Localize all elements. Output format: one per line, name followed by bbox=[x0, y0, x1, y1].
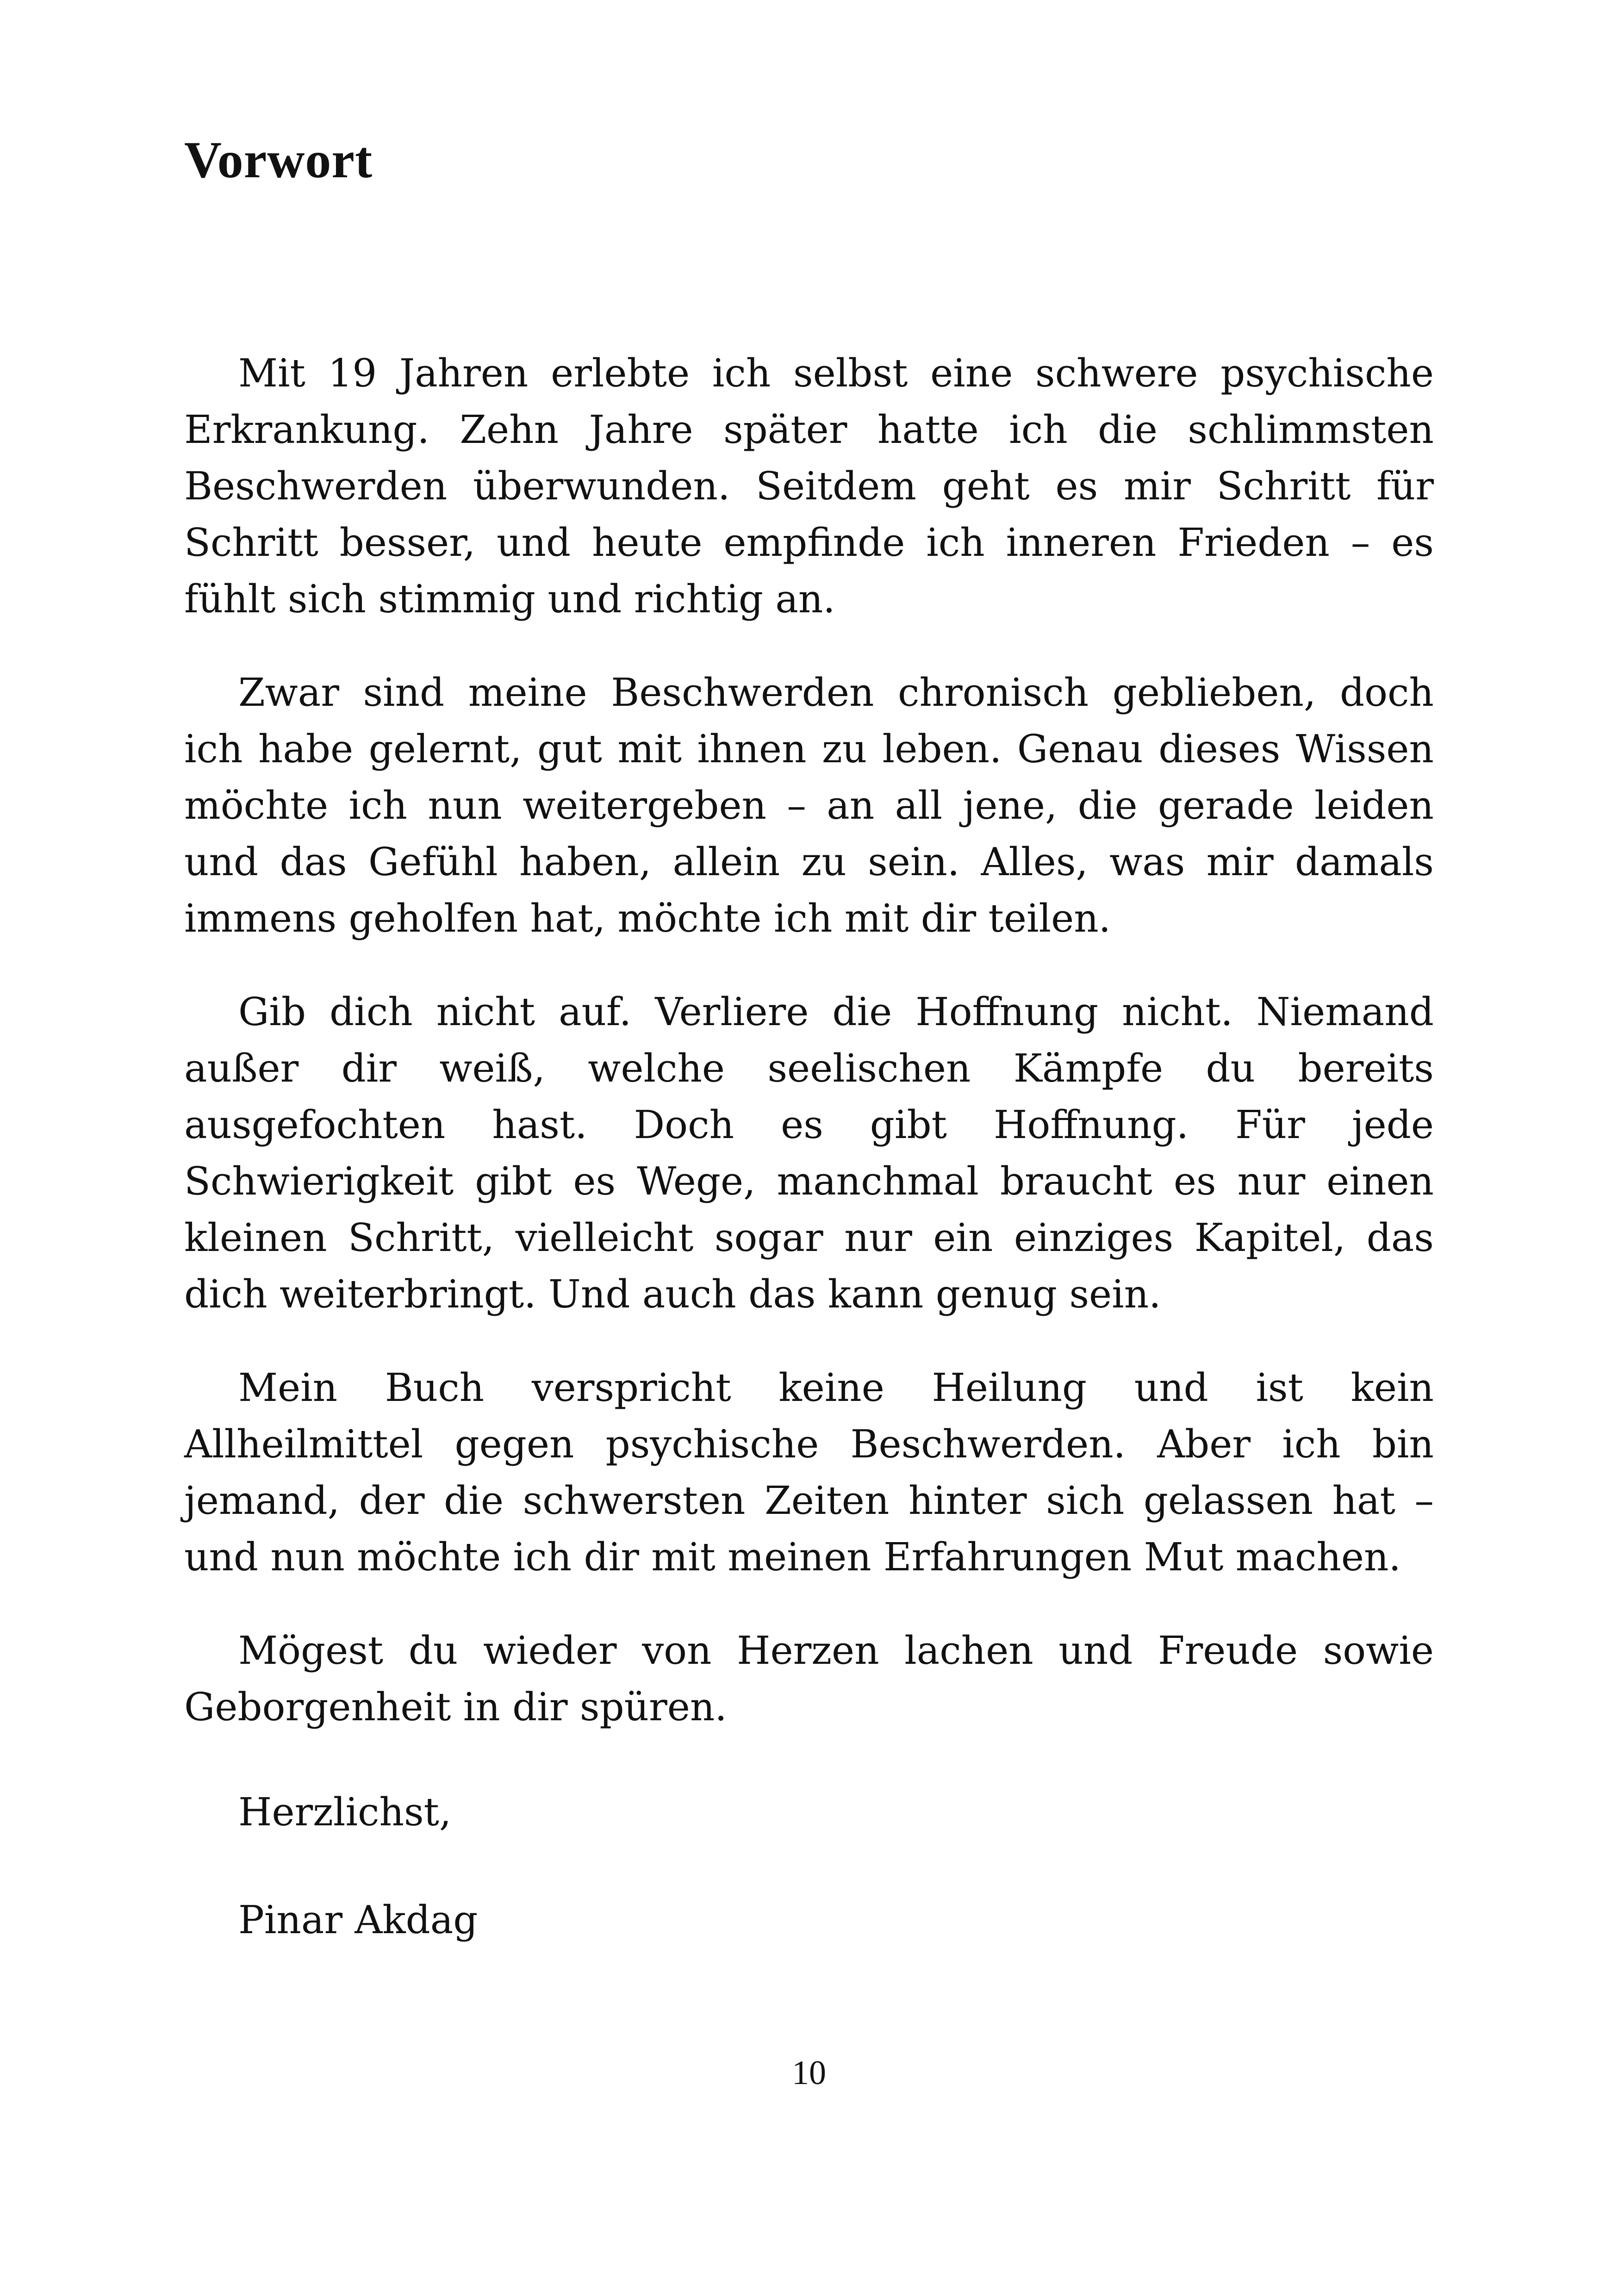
paragraph-1: Mit 19 Jahren erlebte ich selbst eine schwere psychische Erkrankung. Zehn Jahre später hatte ich die schlimmsten Beschwerden überwunden. Seitdem geht es mir Schritt für Schritt besser, und heute empfinde ich inneren Frieden – es fühlt sich stimmig und richtig an. bbox=[184, 351, 1434, 622]
closing-greeting: Herzlichst, bbox=[238, 1790, 452, 1835]
paragraph-5: Mögest du wieder von Herzen lachen und Freude sowie Geborgenheit in dir spüren. bbox=[184, 1628, 1434, 1730]
closing-block bbox=[238, 1784, 478, 2000]
page-title: Vorwort bbox=[184, 131, 373, 189]
page-number: 10 bbox=[792, 2054, 826, 2092]
paragraph-2: Zwar sind meine Beschwerden chronisch geblieben, doch ich habe gelernt, gut mit ihnen zu leben. Genau dieses Wissen möchte ich nun weitergeben – an all jene, die gerade leiden und das Gefühl haben, allein zu sein. Alles, was mir damals immens geholfen hat, möchte ich mit dir teilen. bbox=[184, 670, 1434, 941]
paragraph-3: Gib dich nicht auf. Verliere die Hoffnung nicht. Niemand außer dir weiß, welche seelischen Kämpfe du bereits ausgefochten hast. Doch es gibt Hoffnung. Für jede Schwierigkeit gibt es Wege, manchmal braucht es nur einen kleinen Schritt, vielleicht sogar nur ein einziges Kapitel, das dich weiterbringt. Und auch das kann genug sein. bbox=[184, 989, 1434, 1317]
signature: Pinar Akdag bbox=[238, 1898, 478, 1942]
body-text bbox=[184, 345, 1434, 1773]
paragraph-4: Mein Buch verspricht keine Heilung und ist kein Allheilmittel gegen psychische Beschwerden. Aber ich bin jemand, der die schwersten Zeiten hinter sich gelassen hat – und nun möchte ich dir mit meinen Erfahrungen Mut machen. bbox=[184, 1365, 1434, 1580]
